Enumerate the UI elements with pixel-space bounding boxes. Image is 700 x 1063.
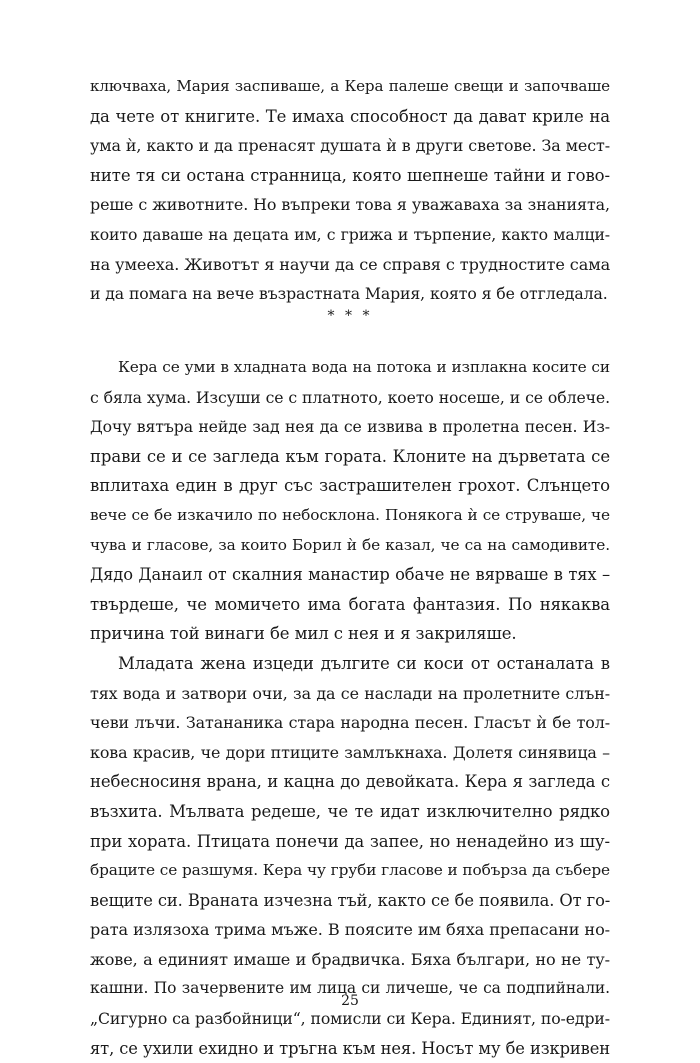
- text-line: вплитаха един в друг със застрашителен грохот. Слънцето: [90, 476, 610, 496]
- text-line: чеви лъчи. Затананика стара народна песен. Гласът ѝ бе тол-: [90, 713, 610, 733]
- text-line: възхита. Мълвата редеше, че те идат изключително рядко: [90, 801, 610, 821]
- section-separator: * * *: [327, 308, 373, 324]
- text-line: жове, а единият имаше и брадвичка. Бяха българи, но не ту-: [90, 949, 610, 969]
- text-line: рата излязоха трима мъже. В поясите им бяха препасани но-: [90, 920, 610, 940]
- text-line: Дядо Данаил от скалния манастир обаче не вярваше в тях –: [90, 565, 610, 585]
- text-line: ума ѝ, както и да пренасят душата ѝ в други светове. За мест-: [90, 136, 610, 156]
- text-line: ните тя си остана странница, която шепнеше тайни и гово-: [90, 165, 610, 185]
- page-number: 25: [341, 993, 359, 1009]
- text-line: браците се разшумя. Кера чу груби гласове и побърза да събере: [90, 861, 610, 880]
- text-line: с бяла хума. Изсуши се с платното, което носеше, и се облече.: [90, 387, 610, 407]
- text-line: Дочу вятъра нейде зад нея да се извива в пролетна песен. Из-: [90, 417, 610, 437]
- text-line: небесносиня врана, и кацна до девойката. Кера я загледа с: [90, 772, 610, 792]
- text-line: кашни. По зачервените им лица си личеше, че са подпийнали.: [90, 979, 610, 998]
- text-line: ят, се ухили ехидно и тръгна към нея. Носът му бе изкривен: [90, 1038, 610, 1058]
- text-line: Младата жена изцеди дългите си коси от останалата в: [118, 653, 610, 673]
- text-line: реше с животните. Но въпреки това я уважаваха за знанията,: [90, 195, 610, 215]
- text-line: вече се бе изкачило по небосклона. Понякога ѝ се струваше, че: [90, 505, 610, 524]
- paragraph-2-and-3: [90, 353, 610, 1063]
- text-line: чува и гласове, за които Борил ѝ бе казал, че са на самодивите.: [90, 535, 610, 554]
- text-line: вещите си. Враната изчезна тъй, както се бе появила. От го-: [90, 890, 610, 910]
- text-line: ключваха, Мария заспиваше, а Кера палеше свещи и започваше: [90, 77, 610, 95]
- paragraph-1: [90, 72, 610, 309]
- text-line: причина той винаги бе мил с нея и я закриляше.: [90, 624, 517, 644]
- text-line: и да помага на вече възрастната Мария, която я бе отгледала.: [90, 284, 608, 304]
- text-line: „Сигурно са разбойници“, помисли си Кера. Единият, по-едри-: [90, 1009, 610, 1029]
- text-line: които даваше на децата им, с грижа и търпение, както малци-: [90, 224, 610, 244]
- text-line: Кера се уми в хладната вода на потока и изплакна косите си: [118, 358, 610, 376]
- text-line: прави се и се загледа към гората. Клоните на дърветата се: [90, 446, 610, 466]
- text-line: при хората. Птицата понечи да запее, но ненадейно из шу-: [90, 831, 610, 851]
- text-line: на умееха. Животът я научи да се справя с трудностите сама: [90, 254, 610, 274]
- text-line: да чете от книгите. Те имаха способност да дават криле на: [90, 106, 610, 126]
- text-line: тях вода и затвори очи, за да се наслади на пролетните слън-: [90, 683, 610, 703]
- text-line: кова красив, че дори птиците замлъкнаха. Долетя синявица –: [90, 742, 610, 762]
- text-line: твърдеше, че момичето има богата фантазия. По някаква: [90, 594, 610, 614]
